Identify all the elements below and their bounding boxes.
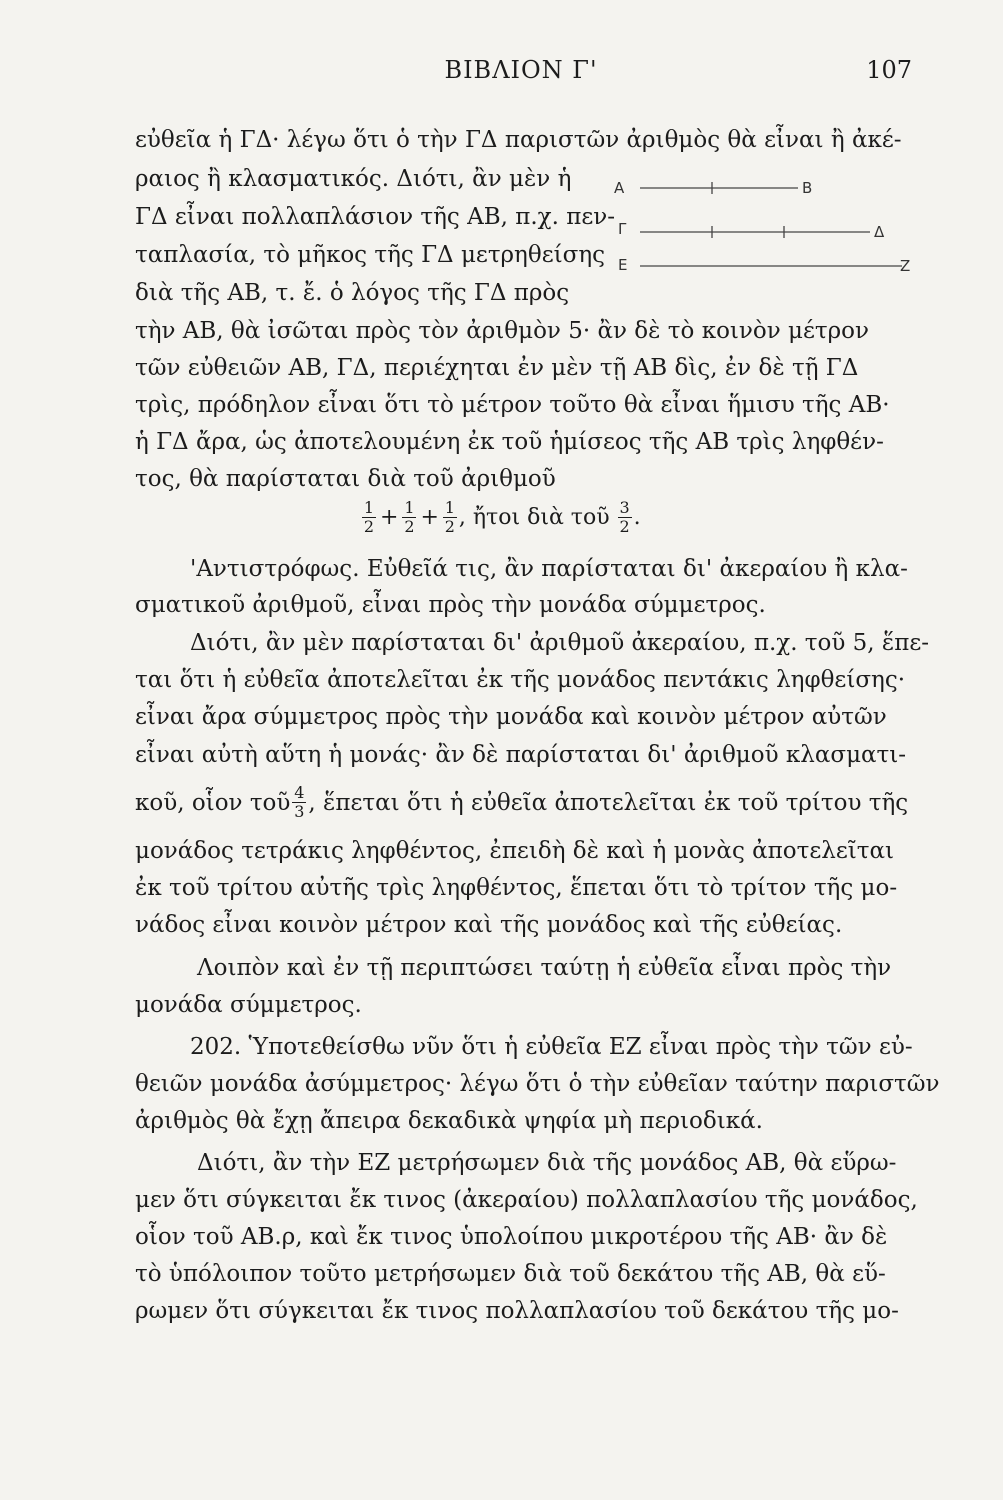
text-line: τῶν εὐθειῶν AB, ΓΔ, περιέχηται ἐν μὲν τῇ AB δὶς, ἐν δὲ τῇ ΓΔ (135, 355, 859, 381)
text-line: τρὶς, πρόδηλον εἶναι ὅτι τὸ μέτρον τοῦτο θὰ εἶναι ἥμισυ τῆς AB· (135, 392, 890, 418)
text-line: ραιος ἢ κλασματικός. Διότι, ἂν μὲν ἡ (135, 166, 572, 192)
label-g: Γ (618, 220, 627, 238)
text-line: εἶναι αὐτὴ αὕτη ἡ μονάς· ἂν δὲ παρίσταται δι' ἀριθμοῦ κλασματι- (135, 742, 907, 768)
text-line: τὸ ὑπόλοιπον τοῦτο μετρήσωμεν διὰ τοῦ δεκάτου τῆς AB, θὰ εὕ- (135, 1261, 886, 1287)
text-line: Διότι, ἂν τὴν EZ μετρήσωμεν διὰ τῆς μονάδος AB, θὰ εὕρω- (197, 1150, 897, 1176)
text-line: τὴν AB, θὰ ἰσῶται πρὸς τὸν ἀριθμὸν 5· ἂν δὲ τὸ κοινὸν μέτρον (135, 318, 869, 344)
running-title: ΒΙΒΛΙΟΝ Γ' (444, 56, 598, 84)
label-d: Δ (874, 223, 885, 241)
label-a: A (614, 179, 625, 197)
text-line: νάδος εἶναι κοινὸν μέτρον καὶ τῆς μονάδος καὶ τῆς εὐθείας. (135, 912, 843, 938)
fraction: $\frac{1}{2}$ (363, 497, 375, 536)
text-line: εἶναι ἄρα σύμμετρος πρὸς τὴν μονάδα καὶ κοινὸν μέτρον αὐτῶν (135, 704, 887, 730)
text-segment: , ἕπεται ὅτι ἡ εὐθεῖα ἀποτελεῖται ἐκ τοῦ τρίτου τῆς (308, 789, 909, 816)
text-line: 202. Ὑποτεθείσθω νῦν ὅτι ἡ εὐθεῖα EZ εἶναι πρὸς τὴν τῶν εὐ- (190, 1034, 913, 1060)
text-line: εὐθεῖα ἡ ΓΔ· λέγω ὅτι ὁ τὴν ΓΔ παριστῶν ἀριθμὸς θὰ εἶναι ἢ ἀκέ- (135, 127, 902, 153)
segments-figure (612, 166, 912, 286)
inline-fraction: $\frac{4}{3}$ (294, 783, 305, 821)
text-line-with-fraction (135, 784, 935, 821)
fraction: $\frac{1}{2}$ (444, 497, 455, 536)
text-segment: κοῦ, οἷον τοῦ (135, 789, 291, 816)
text-line: ἐκ τοῦ τρίτου αὐτῆς τρὶς ληφθέντος, ἕπεται ὅτι τὸ τρίτον τῆς μο- (135, 875, 898, 901)
text-line: μονάδα σύμμετρος. (135, 992, 362, 1018)
text-line: ρωμεν ὅτι σύγκειται ἔκ τινος πολλαπλασίου τοῦ δεκάτου τῆς μο- (135, 1298, 899, 1324)
text-line: μονάδος τετράκις ληφθέντος, ἐπειδὴ δὲ καὶ ἡ μονὰς ἀποτελεῖται (135, 838, 895, 864)
page-header (130, 52, 912, 92)
label-b: B (802, 179, 813, 197)
plus-sign: + (380, 504, 399, 530)
formula-end: . (633, 504, 641, 530)
text-line: ΓΔ εἶναι πολλαπλάσιον τῆς AB, π.χ. πεν- (135, 204, 615, 230)
text-line: διὰ τῆς AB, τ. ἔ. ὁ λόγος τῆς ΓΔ πρὸς (135, 280, 570, 306)
text-line: τος, θὰ παρίσταται διὰ τοῦ ἀριθμοῦ (135, 466, 556, 492)
fraction-sum-formula (360, 492, 641, 542)
text-line: ἡ ΓΔ ἄρα, ὡς ἀποτελουμένη ἐκ τοῦ ἡμίσεος τῆς AB τρὶς ληφθέν- (135, 429, 884, 455)
label-z: Z (900, 257, 911, 275)
text-line: οἷον τοῦ AB.ρ, καὶ ἔκ τινος ὑπολοίπου μικροτέρου τῆς AB· ἂν δὲ (135, 1224, 888, 1250)
text-line: 'Αντιστρόφως. Εὐθεῖά τις, ἂν παρίσταται δι' ἀκεραίου ἢ κλα- (190, 556, 908, 582)
plus-sign: + (420, 504, 439, 530)
text-line: ταπλασία, τὸ μῆκος τῆς ΓΔ μετρηθείσης (135, 242, 605, 268)
formula-text: , ἤτοι διὰ τοῦ (458, 504, 610, 530)
text-line: θειῶν μονάδα ἀσύμμετρος· λέγω ὅτι ὁ τὴν εὐθεῖαν ταύτην παριστῶν (135, 1071, 940, 1097)
fraction: $\frac{1}{2}$ (404, 497, 415, 536)
text-line: Διότι, ἂν μὲν παρίσταται δι' ἀριθμοῦ ἀκεραίου, π.χ. τοῦ 5, ἕπε- (190, 630, 930, 656)
text-line: σματικοῦ ἀριθμοῦ, εἶναι πρὸς τὴν μονάδα σύμμετρος. (135, 592, 766, 618)
text-line: ται ὅτι ἡ εὐθεῖα ἀποτελεῖται ἐκ τῆς μονάδος πεντάκις ληφθείσης· (135, 667, 906, 693)
text-line: Λοιπὸν καὶ ἐν τῇ περιπτώσει ταύτῃ ἡ εὐθεῖα εἶναι πρὸς τὴν (197, 955, 892, 981)
fraction: $\frac{3}{2}$ (619, 497, 630, 536)
label-e: E (618, 256, 628, 274)
text-line: μεν ὅτι σύγκειται ἔκ τινος (ἀκεραίου) πολλαπλασίου τῆς μονάδος, (135, 1187, 918, 1213)
page-number: 107 (866, 56, 912, 84)
text-line: ἀριθμὸς θὰ ἔχῃ ἄπειρα δεκαδικὰ ψηφία μὴ περιοδικά. (135, 1108, 763, 1134)
